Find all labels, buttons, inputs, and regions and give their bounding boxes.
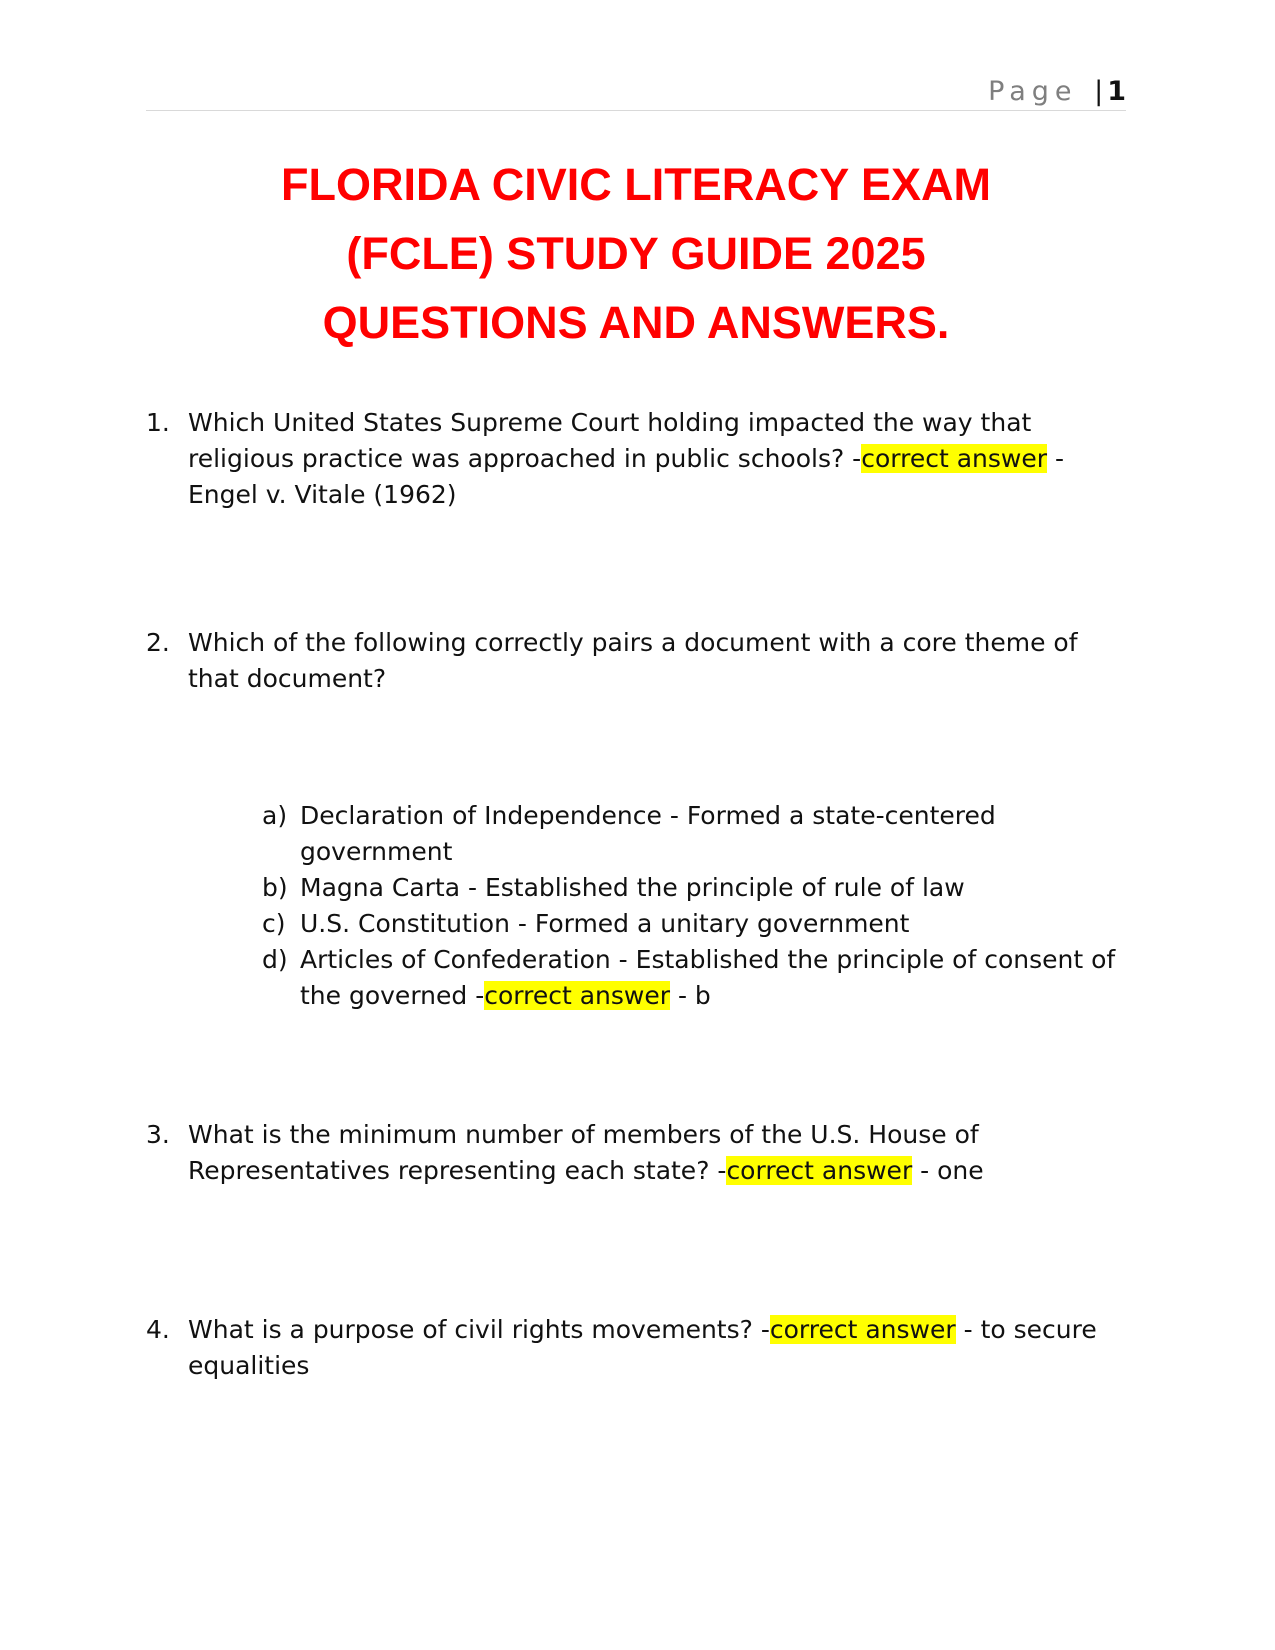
question-4: [146, 1312, 1113, 1384]
page-number: 1: [1107, 76, 1126, 107]
question-body: [188, 405, 1113, 513]
question-number: 4.: [146, 1315, 170, 1344]
question-number: 3.: [146, 1120, 170, 1149]
question-number: 2.: [146, 628, 170, 657]
answer-text: - one: [912, 1156, 984, 1185]
option-d: [262, 942, 1132, 1014]
page-separator: |: [1094, 76, 1104, 107]
question-text: Which United States Supreme Court holding impacted the way that religious practice was approached in public schools? -: [188, 408, 1032, 473]
option-text: Magna Carta - Established the principle of rule of law: [300, 873, 965, 902]
answer-text: - b: [670, 981, 711, 1010]
option-letter: b): [262, 873, 288, 902]
option-letter: a): [262, 801, 288, 830]
option-b: [262, 870, 1132, 906]
answer-text: - Engel v. Vitale (1962): [188, 444, 1064, 509]
option-text: Declaration of Independence - Formed a state-centered government: [300, 801, 996, 866]
correct-answer-highlight: correct answer: [861, 444, 1047, 473]
page-header: [146, 70, 1126, 111]
page-indicator: [988, 76, 1126, 107]
question-3: [146, 1117, 1113, 1189]
correct-answer-highlight: correct answer: [726, 1156, 913, 1185]
option-text: Articles of Confederation - Established the principle of consent of the governed -: [300, 945, 1116, 1010]
document-title: [146, 150, 1126, 357]
title-line-2: (FCLE) STUDY GUIDE 2025: [346, 228, 926, 279]
question-text: What is the minimum number of members of the U.S. House of Representatives representing each state? -: [188, 1120, 979, 1185]
question-2: [146, 625, 1113, 697]
option-letter: c): [262, 909, 286, 938]
question-body: [188, 1312, 1113, 1384]
option-c: [262, 906, 1132, 942]
question-number: 1.: [146, 408, 170, 437]
question-body: [188, 625, 1113, 697]
option-letter: d): [262, 945, 288, 974]
title-line-1: FLORIDA CIVIC LITERACY EXAM: [280, 159, 992, 210]
question-body: [188, 1117, 1113, 1189]
title-line-3: QUESTIONS AND ANSWERS.: [322, 297, 950, 348]
answer-text: - to secure equalities: [188, 1315, 1097, 1380]
option-text: U.S. Constitution - Formed a unitary government: [300, 909, 910, 938]
correct-answer-highlight: correct answer: [484, 981, 670, 1010]
page-label-text: Page: [988, 76, 1078, 107]
answer-options-list: [262, 798, 1132, 1014]
question-1: [146, 405, 1113, 513]
question-text: Which of the following correctly pairs a document with a core theme of that document?: [188, 628, 1078, 693]
question-text: What is a purpose of civil rights movements? -: [188, 1315, 770, 1344]
correct-answer-highlight: correct answer: [769, 1315, 956, 1344]
option-a: [262, 798, 1132, 870]
